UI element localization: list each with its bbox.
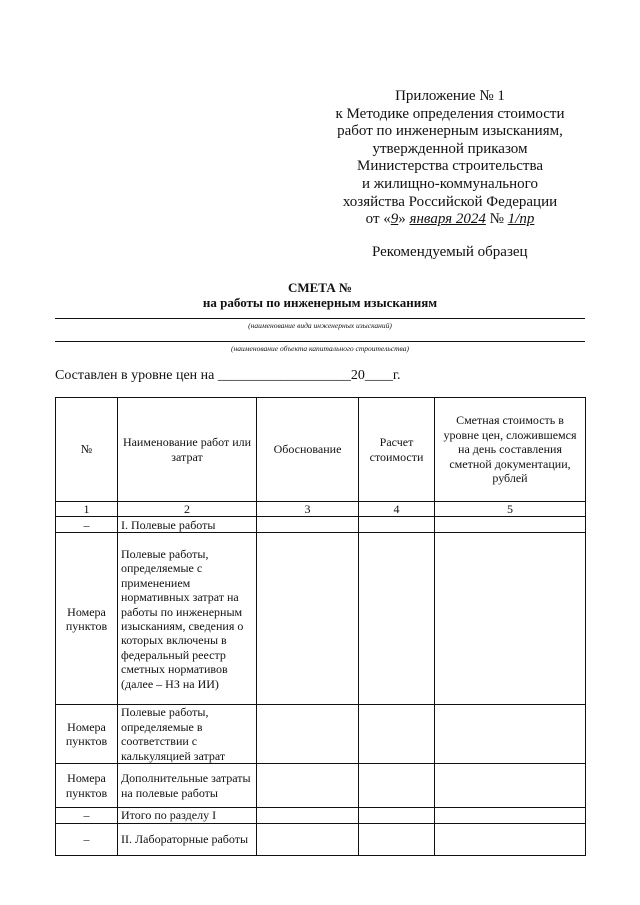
date-number-label: № [489,211,504,228]
estimate-subtitle: на работы по инженерным изысканиям [202,295,438,310]
appendix-line: утвержденной приказом [372,140,528,157]
row-number: – [56,808,118,824]
row-name: I. Полевые работы [118,517,257,533]
row-number: Номера пунктов [56,533,118,705]
object-caption: (наименование объекта капитального строительства) [231,344,409,353]
table-header-row [56,398,586,502]
price-level-year: 20 [350,368,365,383]
estimate-table [55,397,586,856]
row-number: Номера пунктов [56,764,118,808]
appendix-block [300,88,600,229]
col-number: 2 [118,502,257,517]
date-number: 1/пр [507,211,535,228]
header-estimated-cost: Сметная стоимость в уровне цен, сложившемся на день составления сметной документации, рублей [435,398,586,502]
table-row [56,824,586,856]
table-row [56,517,586,533]
appendix-line: хозяйства Российской Федерации [342,193,558,210]
header-basis: Обоснование [257,398,359,502]
price-level-blank-year: ____ [364,368,393,383]
row-cost-cell [435,533,586,705]
survey-type-caption: (наименование вида инженерных изысканий) [248,321,392,330]
order-date-line [300,211,600,229]
row-basis-cell [257,705,359,764]
row-name: II. Лабораторные работы [118,824,257,856]
survey-type-blank-line [55,318,585,319]
row-calc-cell [359,533,435,705]
row-basis-cell [257,808,359,824]
header-number: № [56,398,118,502]
row-cost-cell [435,705,586,764]
row-calc-cell [359,764,435,808]
col-number: 1 [56,502,118,517]
table-row [56,808,586,824]
date-prefix: от « [365,211,391,228]
table-row [56,764,586,808]
price-level-suffix: г. [392,368,401,383]
row-basis-cell [257,764,359,808]
date-quote: » [398,211,406,228]
row-calc-cell [359,705,435,764]
row-number: – [56,824,118,856]
header-name: Наименование работ или затрат [118,398,257,502]
row-cost-cell [435,517,586,533]
row-name: Итого по разделу I [118,808,257,824]
appendix-line: к Методике определения стоимости [335,105,565,122]
price-level-blank: ___________________ [217,368,351,383]
appendix-line: и жилищно-коммунального [362,175,538,192]
appendix-line: работ по инженерным изысканиям, [337,123,563,140]
row-name: Полевые работы, определяемые в соответствии с калькуляцией затрат [118,705,257,764]
appendix-line: Министерства строительства [356,158,543,175]
row-calc-cell [359,517,435,533]
row-number: Номера пунктов [56,705,118,764]
row-cost-cell [435,808,586,824]
row-cost-cell [435,764,586,808]
col-number: 5 [435,502,586,517]
row-basis-cell [257,533,359,705]
estimate-title: СМЕТА № [287,280,353,295]
object-blank-line [55,341,585,342]
row-calc-cell [359,824,435,856]
column-numbers-row [56,502,586,517]
date-month: января 2024 [409,211,486,228]
col-number: 4 [359,502,435,517]
row-cost-cell [435,824,586,856]
row-basis-cell [257,517,359,533]
header-calculation: Расчет стоимости [359,398,435,502]
price-level-line [55,368,401,384]
table-row [56,705,586,764]
row-basis-cell [257,824,359,856]
table-row [56,533,586,705]
date-day: 9 [390,211,399,228]
row-name: Дополнительные затраты на полевые работы [118,764,257,808]
row-number: – [56,517,118,533]
recommended-sample-label: Рекомендуемый образец [372,244,528,260]
col-number: 3 [257,502,359,517]
row-calc-cell [359,808,435,824]
appendix-line: Приложение № 1 [395,88,505,104]
price-level-text: Составлен в уровне цен на [55,368,215,383]
row-name: Полевые работы, определяемые с применением нормативных затрат на работы по инженерным изысканиям, сведения о которых включены в федеральный реестр сметных нормативов (далее – НЗ на ИИ) [118,533,257,705]
